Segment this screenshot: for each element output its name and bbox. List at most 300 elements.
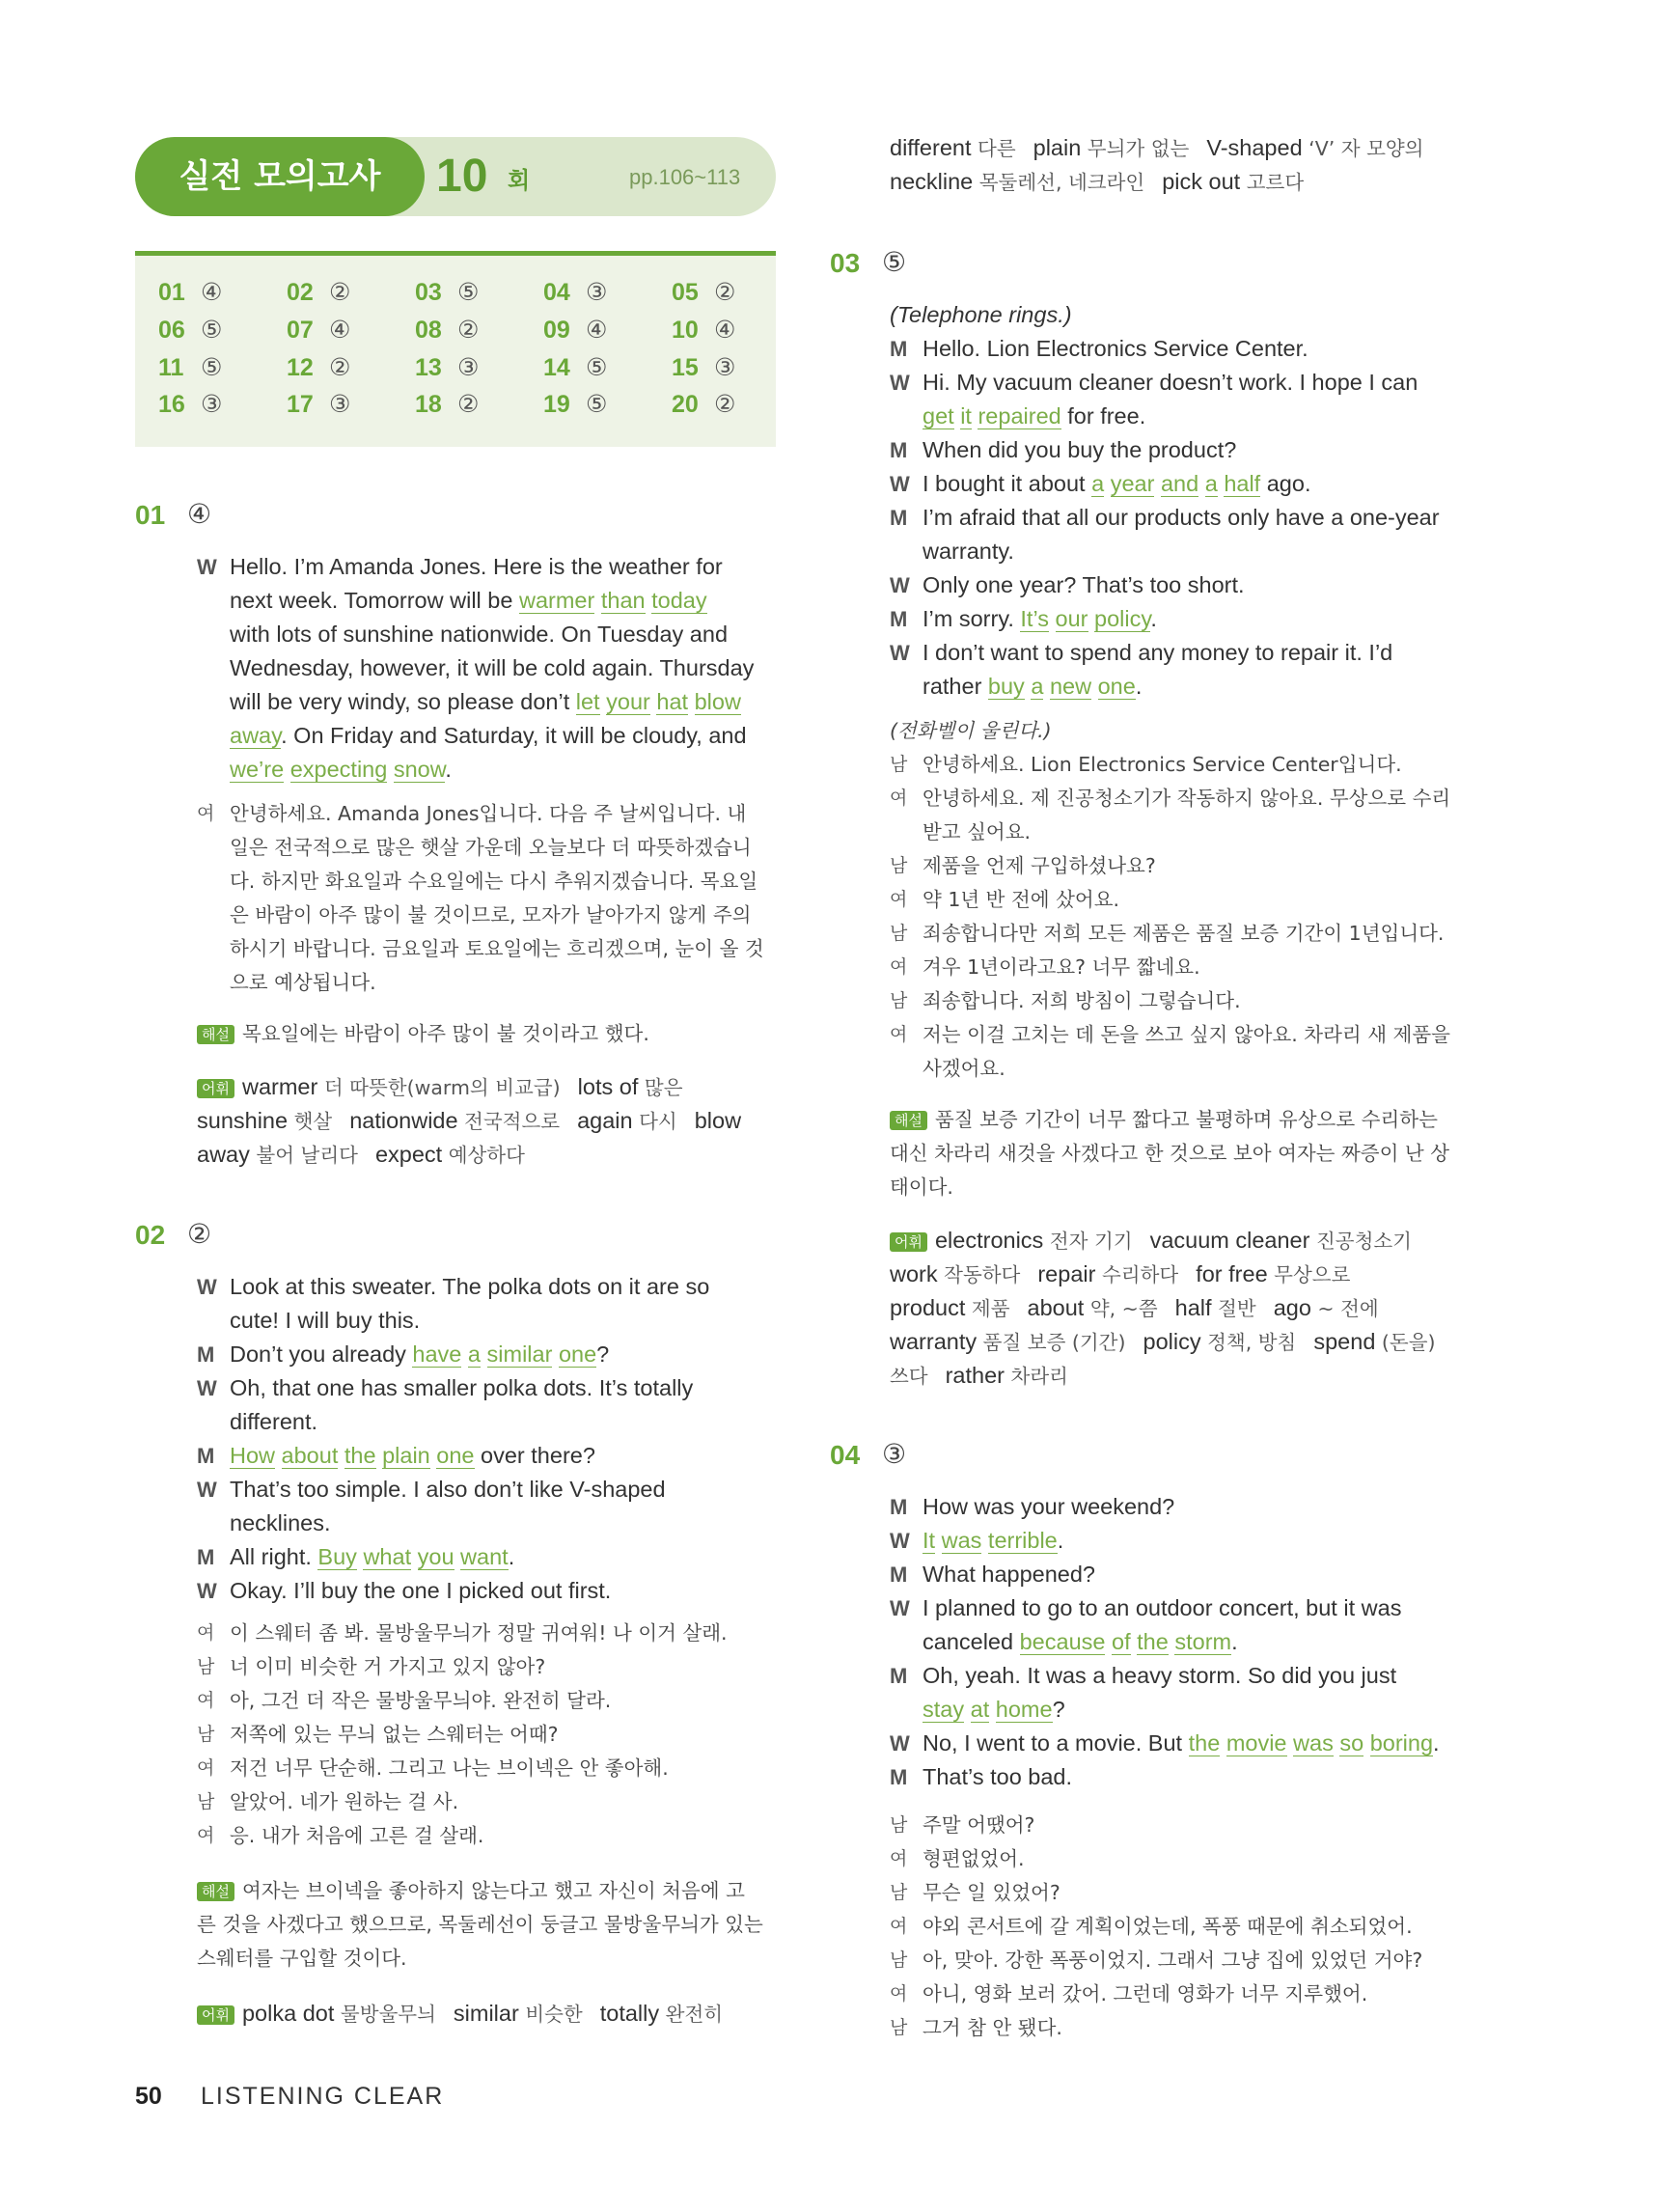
translation-line: 안녕하세요. Lion Electronics Service Center입니다. <box>923 753 1402 776</box>
script-line <box>923 602 1157 636</box>
explanation-line <box>197 1874 745 1908</box>
vocab-korean: 불어 날리다 <box>249 1144 358 1167</box>
dictation-blank: hat <box>656 689 689 714</box>
korean-speaker-label: 남 <box>890 754 908 775</box>
vocab-english: expect <box>374 1142 443 1167</box>
answer-key-number: 03 <box>415 279 442 306</box>
answer-key-number: 10 <box>672 317 699 344</box>
vocab-english: half <box>1174 1295 1212 1320</box>
answer-key-number: 15 <box>672 354 699 381</box>
speaker-label: W <box>197 555 217 579</box>
korean-speaker-label: 남 <box>890 990 908 1011</box>
vocab-entry <box>890 1329 1126 1354</box>
script-text <box>1220 1730 1226 1756</box>
speaker-label: W <box>197 1579 217 1603</box>
script-text: with lots of sunshine nationwide. On Tuesday and <box>230 622 729 647</box>
dictation-blank: you <box>417 1544 454 1569</box>
speaker-label: W <box>890 1596 910 1620</box>
dictation-blank: buy <box>987 674 1025 699</box>
dictation-blank: than <box>600 588 646 613</box>
vocab-english: sunshine <box>197 1108 289 1133</box>
script-text: I’m sorry. <box>923 606 1021 631</box>
script-stage-direction: (Telephone rings.) <box>890 302 1072 327</box>
script-text: Okay. I’ll buy the one I picked out first. <box>230 1578 612 1603</box>
speaker-label: M <box>197 1444 215 1468</box>
answer-key-choice: ③ <box>201 391 223 418</box>
book-title: LISTENING CLEAR <box>201 2083 445 2110</box>
script-line <box>923 332 1308 366</box>
vocab-english: again <box>577 1108 633 1133</box>
answer-key-item <box>287 278 364 307</box>
answer-key-item <box>672 353 749 382</box>
script-text <box>981 1528 988 1553</box>
korean-speaker-label: 여 <box>890 788 908 809</box>
vocab-english: different <box>890 135 972 160</box>
script-line <box>230 1507 331 1540</box>
speaker-label: M <box>890 438 908 462</box>
answer-key-item <box>158 278 235 307</box>
script-text: Look at this sweater. The polka dots on it are so <box>230 1274 710 1299</box>
vocab-english: neckline <box>890 169 974 194</box>
script-text <box>594 588 601 613</box>
vocab-korean: 더 따뜻한(warm의 비교급) <box>317 1076 561 1099</box>
vocab-korean: 물방울무늬 <box>334 2003 436 2026</box>
dictation-blank: the <box>344 1443 376 1468</box>
translation-line: 그거 참 안 됐다. <box>923 2016 1062 2039</box>
dictation-blank: stay <box>923 1697 965 1722</box>
answer-key-choice: ⑤ <box>457 279 480 306</box>
vocab-line <box>197 1138 542 1173</box>
translation-line: 은 바람이 아주 많이 불 것이므로, 모자가 날아가지 않게 주의 <box>230 903 752 926</box>
script-text: ? <box>596 1341 610 1367</box>
script-line <box>923 1727 1440 1760</box>
vocab-entry <box>1028 1295 1158 1320</box>
dictation-blank: what <box>363 1544 412 1569</box>
script-text: How was your weekend? <box>923 1494 1175 1519</box>
vocab-entry <box>935 1228 1133 1253</box>
vocab-line <box>197 1070 701 1105</box>
translation-line: 아, 맞아. 강한 폭풍이었지. 그래서 그냥 집에 있었던 거야? <box>923 1949 1423 1972</box>
vocab-english: repair <box>1037 1261 1096 1286</box>
script-line <box>923 1625 1238 1659</box>
script-line <box>230 1371 693 1405</box>
script-text: next week. Tomorrow will be <box>230 588 519 613</box>
dictation-blank: blow <box>694 689 741 714</box>
dictation-blank: one <box>558 1341 597 1367</box>
translation-line: 하시기 바랍니다. 금요일과 토요일에는 흐리겠으며, 눈이 올 것 <box>230 937 764 960</box>
korean-speaker-label: 여 <box>197 1757 215 1779</box>
translation-line: 제품을 언제 구입하셨나요? <box>923 854 1156 877</box>
dictation-blank: a <box>1031 674 1044 699</box>
answer-key-choice: ⑤ <box>586 391 608 418</box>
answer-key-choice: ② <box>457 391 480 418</box>
vocab-line <box>890 1359 1086 1394</box>
answer-key-choice: ② <box>329 354 351 381</box>
script-text: . <box>1231 1629 1238 1654</box>
dictation-blank: about <box>281 1443 339 1468</box>
vocab-korean: ~ 전에 <box>1310 1297 1379 1320</box>
translation-stage-direction: (전화벨이 울린다.) <box>890 719 1052 742</box>
script-line <box>923 1760 1072 1794</box>
translation-line: 안녕하세요. Amanda Jones입니다. 다음 주 날씨입니다. 내 <box>230 802 747 825</box>
vocab-entry <box>695 1108 741 1133</box>
vocab-entry <box>1175 1295 1256 1320</box>
dictation-blank: It’s <box>1020 606 1049 631</box>
answer-key-item <box>672 278 749 307</box>
vocab-english: blow <box>694 1108 742 1133</box>
vocab-entry <box>577 1108 677 1133</box>
speaker-label: W <box>890 371 910 395</box>
dictation-blank: so <box>1339 1730 1364 1756</box>
vocab-english: warranty <box>890 1329 978 1354</box>
dictation-blank: was <box>1293 1730 1334 1756</box>
script-line <box>923 1524 1063 1558</box>
vocab-entry <box>1037 1261 1178 1286</box>
script-text <box>338 1443 344 1468</box>
vocab-korean: 품질 보증 (기간) <box>977 1331 1126 1354</box>
vocab-entry <box>1206 135 1423 160</box>
answer-key-item <box>287 316 364 345</box>
dictation-blank: want <box>460 1544 509 1569</box>
vocab-korean: 비슷한 <box>518 2003 583 2026</box>
dictation-blank: home <box>995 1697 1053 1722</box>
answer-key-number: 01 <box>158 279 185 306</box>
explanation-line <box>890 1171 953 1204</box>
script-text: . On Friday and Saturday, it will be cloudy, and <box>281 723 747 748</box>
speaker-label: M <box>890 1765 908 1789</box>
script-text <box>275 1443 282 1468</box>
script-line <box>923 535 1014 568</box>
answer-key-item <box>543 353 620 382</box>
speaker-label: M <box>890 337 908 361</box>
vocab-entry <box>349 1108 560 1133</box>
vocab-english: pick out <box>1162 169 1241 194</box>
vocab-english: totally <box>599 2001 660 2026</box>
speaker-label: W <box>890 573 910 597</box>
vocab-english: policy <box>1143 1329 1201 1354</box>
vocab-line <box>890 1224 1429 1258</box>
translation-line: 이 스웨터 좀 봐. 물방울무늬가 정말 귀여워! 나 이거 살래. <box>230 1621 728 1645</box>
page-title: 실전 모의고사 <box>179 157 381 196</box>
speaker-label: W <box>197 1478 217 1502</box>
speaker-label: M <box>890 1562 908 1587</box>
vocab-korean: 무상으로 <box>1267 1263 1351 1286</box>
script-text: over there? <box>474 1443 595 1468</box>
answer-key-number: 05 <box>672 279 699 306</box>
answer-key-number: 02 <box>287 279 314 306</box>
script-line <box>230 1439 595 1473</box>
script-text: cute! I will buy this. <box>230 1308 421 1333</box>
answer-key-number: 19 <box>543 391 570 418</box>
answer-key-item <box>415 353 492 382</box>
answer-key-choice: ② <box>457 317 480 344</box>
dictation-blank: at <box>970 1697 990 1722</box>
script-line <box>230 1540 514 1574</box>
script-text <box>552 1341 559 1367</box>
vocab-entry <box>197 1108 332 1133</box>
script-line <box>230 651 754 685</box>
script-text: I’m afraid that all our products only have a one-year <box>923 505 1440 530</box>
answer-key-number: 09 <box>543 317 570 344</box>
explanation-line <box>890 1103 1438 1137</box>
dictation-blank: similar <box>486 1341 553 1367</box>
translation-line: 아니, 영화 보러 갔어. 그런데 영화가 너무 지루했어. <box>923 1982 1368 2005</box>
vocab-english: for free <box>1196 1261 1268 1286</box>
dictation-blank: was <box>941 1528 982 1553</box>
answer-key-item <box>415 316 492 345</box>
script-text: That’s too simple. I also don’t like V-shaped <box>230 1477 666 1502</box>
answer-key-choice: ③ <box>714 354 736 381</box>
dictation-blank: new <box>1049 674 1092 699</box>
speaker-label: M <box>890 1495 908 1519</box>
script-text: Oh, that one has smaller polka dots. It’s totally <box>230 1375 694 1400</box>
answer-key-item <box>672 390 749 419</box>
question-number: 02 <box>135 1220 166 1250</box>
dictation-blank: away <box>230 723 282 748</box>
vocab-english: lots of <box>577 1074 639 1099</box>
vocab-korean: 쓰다 <box>890 1365 928 1388</box>
korean-speaker-label: 여 <box>890 1983 908 2005</box>
vocab-english: rather <box>945 1363 1005 1388</box>
answer-key-number: 11 <box>158 354 184 381</box>
dictation-blank: a <box>1204 471 1218 496</box>
explanation-text: 스웨터를 구입할 것이다. <box>197 1947 407 1970</box>
vocab-entry <box>890 1261 1020 1286</box>
answer-key-number: 06 <box>158 317 185 344</box>
vocab-korean: 고르다 <box>1240 171 1305 194</box>
korean-speaker-label: 남 <box>890 1814 908 1836</box>
vocab-line <box>890 1291 1396 1326</box>
answer-key-number: 13 <box>415 354 442 381</box>
translation-line: 약 1년 반 전에 샀어요. <box>923 888 1120 911</box>
answer-key-number: 14 <box>543 354 570 381</box>
script-text: I bought it about <box>923 471 1092 496</box>
vocab-korean: 다른 <box>971 137 1016 160</box>
script-text: rather <box>923 674 988 699</box>
answer-key-item <box>415 390 492 419</box>
script-text: . <box>1433 1730 1440 1756</box>
answer-key-item <box>287 353 364 382</box>
script-line <box>230 1338 609 1371</box>
script-text <box>989 1697 996 1722</box>
script-text: What happened? <box>923 1562 1096 1587</box>
vocab-badge: 어휘 <box>197 1079 234 1098</box>
script-line <box>923 1659 1396 1693</box>
answer-key-item <box>543 278 620 307</box>
vocab-entry <box>242 1074 561 1099</box>
script-text: different. <box>230 1409 318 1434</box>
dictation-blank: Buy <box>317 1544 357 1569</box>
test-number-suffix: 회 <box>508 167 531 194</box>
translation-line: 저건 너무 단순해. 그리고 나는 브이넥은 안 좋아해. <box>230 1756 669 1780</box>
answer-key-choice: ② <box>329 279 351 306</box>
vocab-line <box>197 1997 740 2032</box>
script-text: . <box>1150 606 1157 631</box>
dictation-blank: It <box>923 1528 936 1553</box>
translation-line: 형편없었어. <box>923 1847 1025 1870</box>
translation-line: 저는 이걸 고치는 데 돈을 쓰고 싶지 않아요. 차라리 새 제품을 <box>923 1023 1450 1046</box>
script-line <box>230 550 723 584</box>
answer-key-item <box>543 316 620 345</box>
dictation-blank: have <box>412 1341 462 1367</box>
vocab-korean: 예상하다 <box>442 1144 525 1167</box>
explanation-line <box>197 1017 649 1051</box>
answer-key-number: 07 <box>287 317 314 344</box>
dictation-blank: movie <box>1226 1730 1287 1756</box>
dictation-blank: we’re <box>230 757 285 782</box>
script-text: . <box>508 1544 515 1569</box>
script-text <box>1049 606 1056 631</box>
script-line <box>923 467 1310 501</box>
script-line <box>230 1473 666 1507</box>
script-text <box>387 757 394 782</box>
dictation-blank: repaired <box>978 403 1061 429</box>
vocab-badge: 어휘 <box>890 1232 927 1252</box>
vocab-line <box>890 131 1441 166</box>
script-text: Only one year? That’s too short. <box>923 572 1245 597</box>
script-text <box>935 1528 942 1553</box>
korean-speaker-label: 남 <box>197 1791 215 1812</box>
vocab-entry <box>454 2001 583 2026</box>
vocab-entry <box>242 2001 436 2026</box>
vocab-english: vacuum cleaner <box>1149 1228 1310 1253</box>
vocab-entry <box>375 1142 525 1167</box>
vocab-korean: 햇살 <box>288 1110 333 1133</box>
dictation-blank: your <box>606 689 650 714</box>
answer-key-item <box>672 316 749 345</box>
dictation-blank: because <box>1019 1629 1106 1654</box>
script-text: will be very windy, so please don’t <box>230 689 576 714</box>
korean-speaker-label: 남 <box>197 1656 215 1677</box>
dictation-blank: our <box>1055 606 1088 631</box>
dictation-blank: let <box>575 689 600 714</box>
dictation-blank: one <box>436 1443 475 1468</box>
translation-line: 다. 하지만 화요일과 수요일에는 다시 추워지겠습니다. 목요일 <box>230 870 758 893</box>
vocab-korean: 수리하다 <box>1095 1263 1179 1286</box>
vocab-entry <box>600 2001 723 2026</box>
korean-speaker-label: 남 <box>890 2017 908 2038</box>
speaker-label: W <box>890 472 910 496</box>
script-line <box>923 1558 1095 1591</box>
script-text: All right. <box>230 1544 318 1569</box>
page-number: 50 <box>135 2083 162 2110</box>
explanation-text: 대신 차라리 새것을 사겠다고 한 것으로 보아 여자는 짜증이 난 상 <box>890 1142 1450 1165</box>
script-text: canceled <box>923 1629 1020 1654</box>
dictation-blank: the <box>1137 1629 1169 1654</box>
vocab-korean: 정책, 방침 <box>1200 1331 1297 1354</box>
dictation-blank: How <box>230 1443 276 1468</box>
korean-speaker-label: 여 <box>890 1916 908 1937</box>
answer-key-choice: ② <box>714 391 736 418</box>
vocab-english: away <box>197 1142 250 1167</box>
speaker-label: W <box>890 641 910 665</box>
script-text: That’s too bad. <box>923 1764 1073 1789</box>
speaker-label: W <box>890 1731 910 1756</box>
vocab-entry <box>1143 1329 1297 1354</box>
script-text: . <box>1135 674 1143 699</box>
question-answer: ③ <box>882 1439 907 1469</box>
vocab-korean: 많은 <box>638 1076 683 1099</box>
script-line <box>230 1574 611 1608</box>
explanation-text: 태이다. <box>890 1175 953 1199</box>
dictation-blank: of <box>1112 1629 1131 1654</box>
explanation-text: 여자는 브이넥을 좋아하지 않는다고 했고 자신이 처음에 고 <box>241 1879 745 1902</box>
vocab-english: product <box>890 1295 966 1320</box>
translation-line: 일은 전국적으로 많은 햇살 가운데 오늘보다 더 따뜻하겠습니 <box>230 836 752 859</box>
answer-key-choice: ② <box>714 279 736 306</box>
script-line <box>230 719 747 753</box>
translation-line: 받고 싶어요. <box>923 820 1032 843</box>
translation-line: 알았어. 네가 원하는 걸 사. <box>230 1790 459 1813</box>
vocab-english: warmer <box>241 1074 318 1099</box>
explanation-line <box>890 1137 1449 1171</box>
script-text: . <box>445 757 452 782</box>
dictation-blank: boring <box>1369 1730 1434 1756</box>
vocab-line <box>890 1258 1367 1292</box>
question-number: 04 <box>830 1440 861 1470</box>
vocab-entry <box>890 169 1144 194</box>
script-text: . <box>1057 1528 1064 1553</box>
vocab-entry <box>1196 1261 1350 1286</box>
translation-line: 겨우 1년이라고요? 너무 짧네요. <box>923 955 1200 979</box>
dictation-blank: the <box>1188 1730 1221 1756</box>
translation-line: 무슨 일 있었어? <box>923 1881 1060 1904</box>
translation-line: 응. 내가 처음에 고른 걸 살래. <box>230 1824 484 1847</box>
vocab-entry <box>578 1074 683 1099</box>
script-line <box>923 1693 1065 1727</box>
answer-key-number: 04 <box>543 279 570 306</box>
korean-speaker-label: 남 <box>197 1724 215 1745</box>
answer-key-choice: ④ <box>201 279 223 306</box>
speaker-label: W <box>890 1529 910 1553</box>
dictation-blank: policy <box>1094 606 1151 631</box>
script-text <box>284 757 290 782</box>
script-text <box>964 1697 971 1722</box>
answer-key-number: 08 <box>415 317 442 344</box>
script-line <box>230 685 741 719</box>
vocab-english: about <box>1027 1295 1085 1320</box>
speaker-label: M <box>197 1342 215 1367</box>
speaker-label: M <box>890 607 908 631</box>
script-line <box>923 568 1245 602</box>
vocab-korean: 다시 <box>632 1110 677 1133</box>
vocab-entry <box>890 135 1016 160</box>
script-text: ? <box>1052 1697 1065 1722</box>
script-text: When did you buy the product? <box>923 437 1237 462</box>
answer-key-item <box>158 390 235 419</box>
answer-key-item <box>158 353 235 382</box>
korean-speaker-label: 남 <box>890 923 908 944</box>
korean-speaker-label: 여 <box>197 1825 215 1846</box>
script-text <box>411 1544 418 1569</box>
korean-speaker-label: 여 <box>890 1024 908 1045</box>
vocab-entry <box>1150 1228 1412 1253</box>
answer-key-item <box>543 390 620 419</box>
question-answer: ⑤ <box>882 247 907 277</box>
dictation-blank: terrible <box>987 1528 1058 1553</box>
speaker-label: M <box>890 1664 908 1688</box>
explanation-text: 목요일에는 바람이 아주 많이 불 것이라고 했다. <box>241 1022 649 1045</box>
answer-key-number: 17 <box>287 391 314 418</box>
dictation-blank: a <box>467 1341 481 1367</box>
vocab-entry <box>1162 169 1304 194</box>
answer-key-number: 20 <box>672 391 699 418</box>
dictation-blank: a <box>1091 471 1105 496</box>
vocab-korean: (돈을) <box>1375 1331 1436 1354</box>
translation-line: 으로 예상됩니다. <box>230 971 376 994</box>
explanation-text: 른 것을 사겠다고 했으므로, 목둘레선이 둥글고 물방울무늬가 있는 <box>197 1913 763 1936</box>
explanation-badge: 해설 <box>890 1111 927 1130</box>
